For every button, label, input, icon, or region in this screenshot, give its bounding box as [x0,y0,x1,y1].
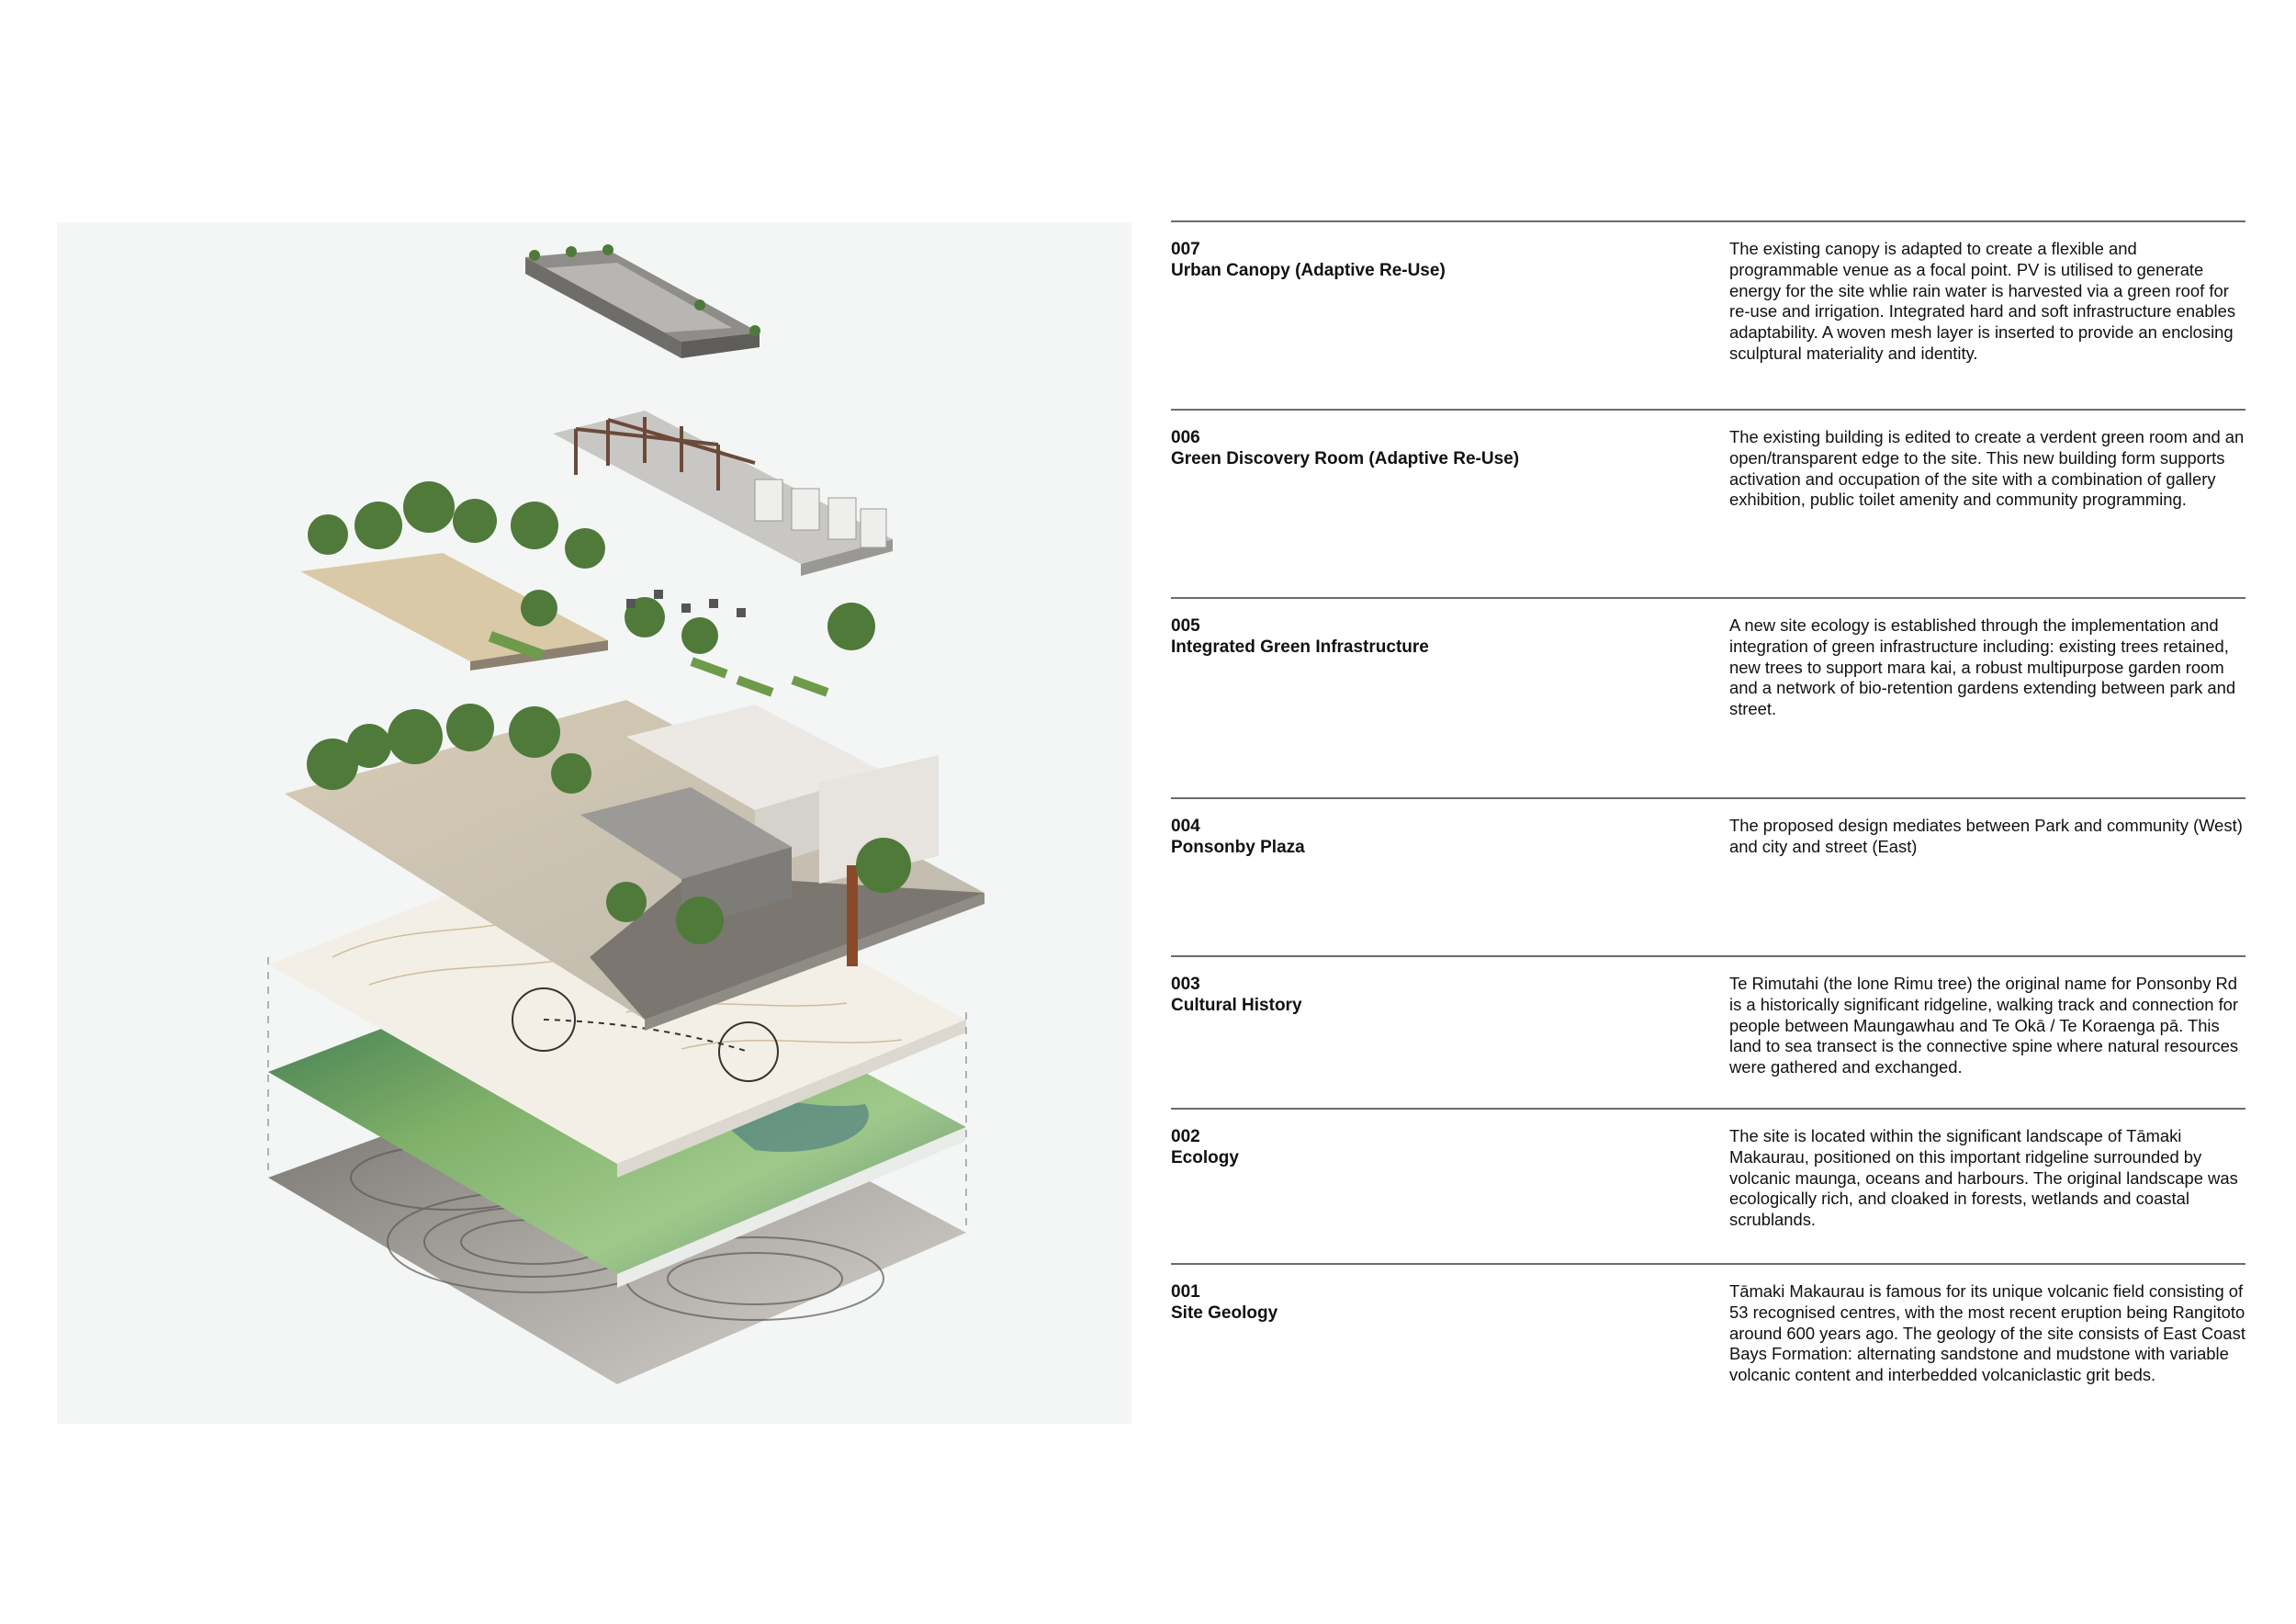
layer-title: Site Geology [1171,1303,1278,1323]
layer-row-001 [1171,1263,2245,1430]
layer-description: The proposed design mediates between Park and community (West) and city and street (East) [1729,816,2243,856]
layer-row-007 [1171,220,2245,411]
layer-description: Te Rimutahi (the lone Rimu tree) the original name for Ponsonby Rd is a historically significant ridgeline, walking track and connection for people between Maungawhau and Te Okā / Te Koraenga pā. This land to sea transect is the connective spine where natural resources were gathered and exchanged. [1729,974,2239,1077]
layer-row-004 [1171,797,2245,957]
layer-description: A new site ecology is established through the implementation and integration of green infrastructure including: existing trees retained, new trees to support mara kai, a robust multipurpose garden room and a network of bio-retention gardens extending between park and street. [1729,615,2236,719]
layer-title: Ecology [1171,1148,1239,1167]
layer-title: Green Discovery Room (Adaptive Re-Use) [1171,449,1520,468]
layer-description: Tāmaki Makaurau is famous for its unique volcanic field consisting of 53 recognised centres, with the most recent eruption being Rangitoto around 600 years ago. The geology of the site consists of East Coast Bays Formation: alternating sandstone and mudstone with variable volcanic content and interbedded volcaniclastic grit beds. [1729,1281,2245,1385]
axonometric-layers-illustration [57,222,1131,1424]
layer-row-006 [1171,409,2245,599]
layer-code: 005 [1171,616,1200,636]
layer-code: 003 [1171,975,1200,994]
layer-row-005 [1171,597,2245,799]
layer-code: 006 [1171,428,1200,447]
layer-title: Ponsonby Plaza [1171,838,1305,857]
layer-description: The existing building is edited to create a verdent green room and an open/transparent edge to the site. This new building form supports activation and occupation of the site with a combination of gallery exhibition, public toilet amenity and community programming. [1729,427,2245,510]
layer-title: Integrated Green Infrastructure [1171,637,1429,657]
exploded-axonometric-diagram [57,222,1131,1424]
layer-title: Urban Canopy (Adaptive Re-Use) [1171,261,1446,280]
layer-description: The existing canopy is adapted to create a flexible and programmable venue as a focal point. PV is utilised to generate energy for the site whlie rain water is harvested via a green roof for re-use and irrigation. Integrated hard and soft infrastructure enables adaptability. A woven mesh layer is inserted to provide an enclosing sculptural materiality and identity. [1729,239,2236,363]
layer-row-003 [1171,955,2245,1110]
layer-row-002 [1171,1108,2245,1265]
layer-code: 001 [1171,1282,1200,1302]
layer-007-urban-canopy [525,244,760,358]
layer-code: 007 [1171,240,1200,259]
layer-code: 002 [1171,1127,1200,1146]
layer-title: Cultural History [1171,996,1302,1015]
layer-code: 004 [1171,817,1200,836]
layer-description: The site is located within the significant landscape of Tāmaki Makaurau, positioned on this important ridgeline surrounded by volcanic maunga, oceans and harbours. The original landscape was ecologically rich, and cloaked in forests, wetlands and coastal scrublands. [1729,1126,2238,1230]
